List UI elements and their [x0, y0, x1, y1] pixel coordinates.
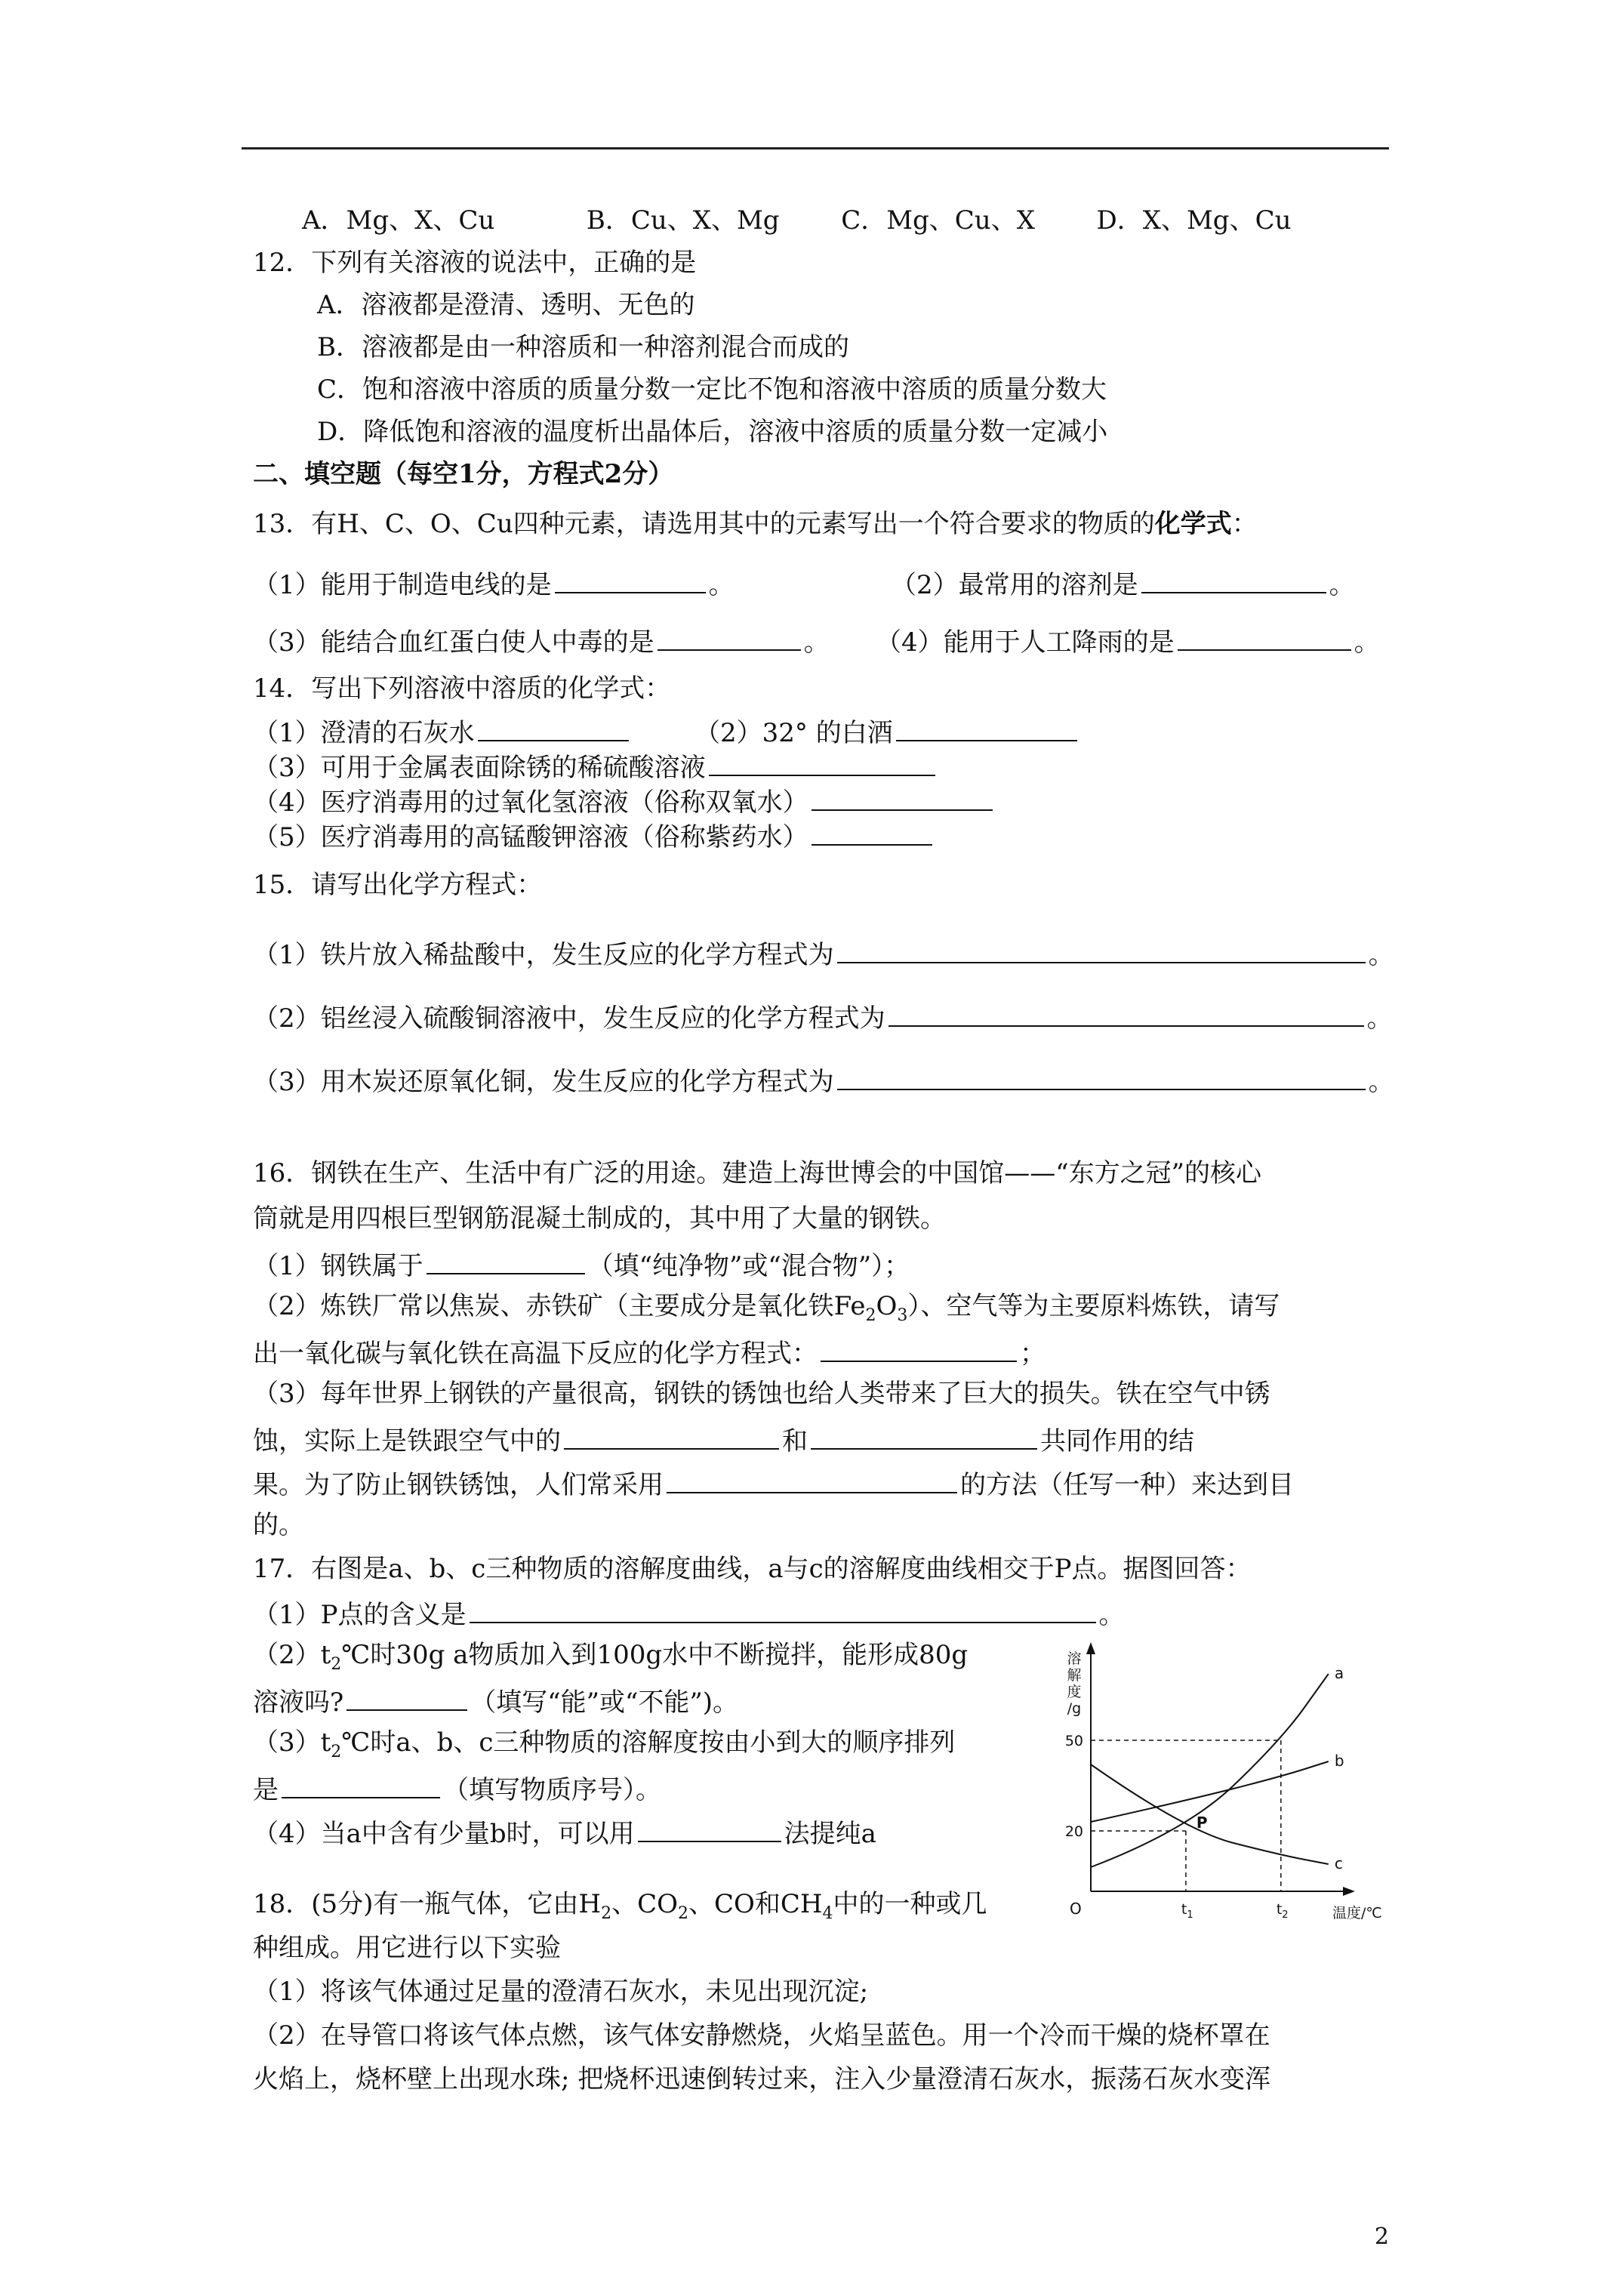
q12-option-d: D．降低饱和溶液的温度析出晶体后，溶液中溶质的质量分数一定减小: [317, 417, 1108, 447]
q16-line6: （3）每年世界上钢铁的产量很高，钢铁的锈蚀也给人类带来了巨大的损失。铁在空气中锈: [253, 1379, 1270, 1409]
x-axis-arrow: [1343, 1887, 1355, 1896]
q14-part4: [253, 782, 996, 819]
q16-l4-sub1: 2: [865, 1305, 876, 1325]
q17-l2-blank[interactable]: [470, 1595, 1096, 1623]
q15-p1-text: （1）铁片放入稀盐酸中，发生反应的化学方程式为: [253, 940, 834, 970]
q18-line1: [253, 1888, 987, 1931]
q16-l5-end: ；: [1020, 1339, 1046, 1369]
q18-line4: （2）在导管口将该气体点燃，该气体安静燃烧，火焰呈蓝色。用一个冷而干燥的烧杯罩在: [253, 2020, 1270, 2051]
q16-l4-sub2: 3: [897, 1305, 908, 1325]
x-tick-subscript: 2: [1282, 1909, 1289, 1921]
q14-p1-text: （1）澄清的石灰水: [253, 718, 475, 748]
q14-stem: 14．写出下列溶液中溶质的化学式：: [253, 673, 671, 704]
q16-l4-end: ）、空气等为主要原料炼铁，请写: [907, 1291, 1280, 1321]
q15-p2-blank[interactable]: [888, 998, 1364, 1027]
chart-series: [1091, 1674, 1329, 1867]
x-tick-label: $t_2$: [1276, 1901, 1289, 1921]
q16-l4-text: （2）炼铁厂常以焦炭、赤铁矿（主要成分是氧化铁Fe: [253, 1291, 866, 1321]
q16-l3-end: （填“纯净物”或“混合物”）；: [587, 1251, 910, 1281]
q16-l4-mid: O: [876, 1291, 898, 1321]
q17-l7-text: （4）当a中含有少量b时，可以用: [253, 1819, 635, 1849]
q13-p1-blank[interactable]: [555, 565, 706, 593]
q17-l7-end: 法提纯a: [784, 1819, 876, 1849]
q13-stem-text: 13．有H、C、O、Cu四种元素，请选用其中的元素写出一个符合要求的物质的: [253, 509, 1155, 539]
chart-axes: [1086, 1642, 1355, 1896]
q16-line3: [253, 1246, 910, 1283]
q15-part2: [253, 998, 1393, 1035]
q13-part2: [891, 565, 1355, 602]
q17-line2: [253, 1595, 1125, 1632]
q17-l5-text: （3）t: [253, 1727, 331, 1758]
q14-part3: [253, 747, 938, 784]
q12-stem: 12．下列有关溶液的说法中，正确的是: [253, 248, 697, 278]
y-axis-label-char: 度: [1067, 1684, 1082, 1700]
q18-l1-c: 、CO和CH: [688, 1889, 823, 1919]
q16-line4: [253, 1290, 1280, 1333]
q16-line7: [253, 1421, 1194, 1458]
q16-l7-blank1[interactable]: [564, 1421, 779, 1450]
q17-l6-text: 是: [253, 1775, 279, 1805]
q17-l6-end: （填写物质序号）。: [443, 1775, 661, 1805]
q14-part2: [694, 713, 1080, 750]
q16-l7-and: 和: [782, 1426, 808, 1456]
q18-l1-d: 中的一种或几: [833, 1889, 987, 1919]
page-number: 2: [1374, 2224, 1389, 2250]
q18-line5: 火焰上，烧杯壁上出现水珠; 把烧杯迅速倒转过来，注入少量澄清石灰水，振荡石灰水变浑: [253, 2064, 1271, 2094]
y-axis-label-char: 解: [1067, 1667, 1082, 1684]
q17-l5-end: ℃时a、b、c三种物质的溶解度按由小到大的顺序排列: [341, 1727, 956, 1758]
q12-option-b: B．溶液都是由一种溶质和一种溶剂混合而成的: [317, 332, 849, 362]
y-axis-arrow: [1086, 1642, 1095, 1654]
q17-line1: 17．右图是a、b、c三种物质的溶解度曲线，a与c的溶解度曲线相交于P点。据图回答：: [253, 1554, 1252, 1584]
q13-part3: [253, 622, 830, 659]
q17-line7: [253, 1814, 876, 1851]
q16-line2: 筒就是用四根巨型钢筋混凝土制成的，其中用了大量的钢铁。: [253, 1203, 946, 1234]
q14-p1-blank[interactable]: [478, 713, 629, 741]
q13-stem-colon: ：: [1231, 509, 1258, 539]
q11-option-b: B．Cu、X、Mg: [586, 205, 780, 236]
q15-p3-text: （3）用木炭还原氧化铜，发生反应的化学方程式为: [253, 1067, 834, 1097]
origin-label: O: [1070, 1900, 1082, 1918]
q18-l1-sub3: 4: [822, 1903, 833, 1923]
q15-stem: 15．请写出化学方程式：: [253, 870, 543, 900]
q16-l8-end: 的方法（任写一种）来达到目: [960, 1470, 1294, 1500]
series-line-b: [1091, 1761, 1329, 1822]
x-tick-label: $t_1$: [1181, 1901, 1193, 1921]
q16-l5-blank[interactable]: [821, 1333, 1017, 1362]
q18-l1-a: 18．(5分)有一瓶气体，它由H: [253, 1889, 602, 1919]
q16-l7-end: 共同作用的结: [1040, 1426, 1194, 1456]
y-axis-label-char: 溶: [1067, 1650, 1082, 1667]
series-label-a: a: [1334, 1664, 1344, 1682]
q14-part1: [253, 713, 632, 750]
y-tick-label: 50: [1064, 1733, 1083, 1749]
q13-part1: [253, 565, 735, 602]
q16-l8-blank[interactable]: [667, 1465, 957, 1493]
q15-p3-blank[interactable]: [837, 1062, 1366, 1090]
q14-p3-blank[interactable]: [709, 747, 935, 776]
q18-l1-b: 、CO: [611, 1889, 678, 1919]
q15-p1-end: 。: [1368, 940, 1394, 970]
q17-line6: [253, 1770, 661, 1807]
q17-line3: [253, 1638, 968, 1681]
q14-p4-text: （4）医疗消毒用的过氧化氢溶液（俗称双氧水）: [253, 787, 808, 818]
q16-line9: 的。: [253, 1510, 304, 1540]
q11-options: [302, 204, 1292, 237]
q17-l4-text: 溶液吗?: [253, 1687, 344, 1718]
q17-l3-end: ℃时30g a物质加入到100g水中不断搅拌，能形成80g: [341, 1640, 969, 1670]
q16-l8-text: 果。为了防止钢铁锈蚀，人们常采用: [253, 1470, 664, 1500]
q15-p3-end: 。: [1368, 1067, 1394, 1097]
q15-p2-end: 。: [1366, 1003, 1393, 1034]
q11-option-d: D．X、Mg、Cu: [1096, 205, 1292, 236]
q17-l2-text: （1）P点的含义是: [253, 1600, 467, 1630]
q16-line1: 16．钢铁在生产、生活中有广泛的用途。建造上海世博会的中国馆——“东方之冠”的核心: [253, 1158, 1262, 1188]
q17-l5-sub: 2: [331, 1742, 342, 1761]
q13-p4-text: （4）能用于人工降雨的是: [876, 627, 1175, 658]
q18-line3: （1）将该气体通过足量的澄清石灰水，未见出现沉淀;: [253, 1977, 869, 2007]
y-axis-label-char: /g: [1067, 1700, 1082, 1717]
q13-stem-bold: 化学式: [1154, 509, 1232, 539]
q13-p4-blank[interactable]: [1178, 622, 1351, 651]
q14-p5-text: （5）医疗消毒用的高锰酸钾溶液（俗称紫药水）: [253, 822, 808, 852]
q13-p2-end: 。: [1329, 570, 1355, 600]
q18-line2: 种组成。用它进行以下实验: [253, 1933, 561, 1963]
series-line-a: [1091, 1674, 1329, 1867]
y-tick-label: 20: [1064, 1823, 1083, 1840]
q14-p2-blank[interactable]: [896, 713, 1077, 741]
q16-l7-text: 蚀，实际上是铁跟空气中的: [253, 1426, 561, 1456]
header-rule: [242, 147, 1389, 149]
q13-p4-end: 。: [1354, 627, 1380, 658]
q12-option-c: C．饱和溶液中溶质的质量分数一定比不饱和溶液中溶质的质量分数大: [317, 374, 1107, 405]
intersection-label: P: [1196, 1814, 1208, 1832]
q17-line4: [253, 1682, 738, 1719]
q13-p3-end: 。: [803, 627, 830, 658]
q15-p1-blank[interactable]: [837, 935, 1366, 963]
q17-l4-blank[interactable]: [346, 1682, 467, 1711]
q17-l6-blank[interactable]: [282, 1770, 440, 1798]
q15-p2-text: （2）铝丝浸入硫酸铜溶液中，发生反应的化学方程式为: [253, 1003, 885, 1034]
q14-p5-blank[interactable]: [812, 817, 932, 846]
section2-title: 二、填空题（每空1分，方程式2分）: [253, 459, 674, 489]
series-label-b: b: [1334, 1752, 1344, 1770]
q14-part5: [253, 817, 935, 854]
q16-l3-blank[interactable]: [427, 1246, 585, 1274]
q14-p3-text: （3）可用于金属表面除锈的稀硫酸溶液: [253, 753, 706, 783]
q16-l3-text: （1）钢铁属于: [253, 1251, 423, 1281]
q18-l1-sub2: 2: [677, 1903, 688, 1923]
q13-p3-blank[interactable]: [658, 622, 801, 651]
q14-p4-blank[interactable]: [812, 782, 993, 811]
q13-p1-text: （1）能用于制造电线的是: [253, 570, 552, 600]
q13-stem: [253, 507, 1258, 541]
q13-part4: [876, 622, 1380, 659]
q17-l3-sub: 2: [331, 1654, 342, 1674]
q14-p2-text: （2）32° 的白酒: [694, 718, 893, 748]
q13-p2-blank[interactable]: [1141, 565, 1326, 593]
q13-p3-text: （3）能结合血红蛋白使人中毒的是: [253, 627, 654, 658]
q12-option-a: A．溶液都是澄清、透明、无色的: [317, 290, 695, 320]
q16-l7-blank2[interactable]: [811, 1421, 1037, 1450]
q17-line5: [253, 1726, 955, 1769]
q17-l2-end: 。: [1098, 1600, 1125, 1630]
q17-l4-end: （填写“能”或“不能”)。: [470, 1687, 739, 1718]
q13-p1-end: 。: [708, 570, 735, 600]
series-label-c: c: [1334, 1854, 1343, 1872]
q13-p2-text: （2）最常用的溶剂是: [891, 570, 1138, 600]
x-tick-subscript: 1: [1187, 1909, 1193, 1921]
q17-l7-blank[interactable]: [638, 1814, 781, 1842]
q11-option-c: C．Mg、Cu、X: [841, 205, 1035, 236]
q15-part3: [253, 1062, 1394, 1099]
chart-labels: [1065, 1650, 1382, 1922]
x-axis-label: 温度/℃: [1332, 1905, 1382, 1922]
q15-part1: [253, 935, 1394, 972]
q18-l1-sub1: 2: [601, 1903, 612, 1923]
q11-option-a: A．Mg、X、Cu: [302, 205, 495, 236]
q17-l3-text: （2）t: [253, 1640, 331, 1670]
q16-line8: [253, 1465, 1294, 1502]
q16-l5-text: 出一氧化碳与氧化铁在高温下反应的化学方程式：: [253, 1339, 818, 1369]
q16-line5: [253, 1333, 1046, 1370]
solubility-chart: [1057, 1631, 1389, 1933]
